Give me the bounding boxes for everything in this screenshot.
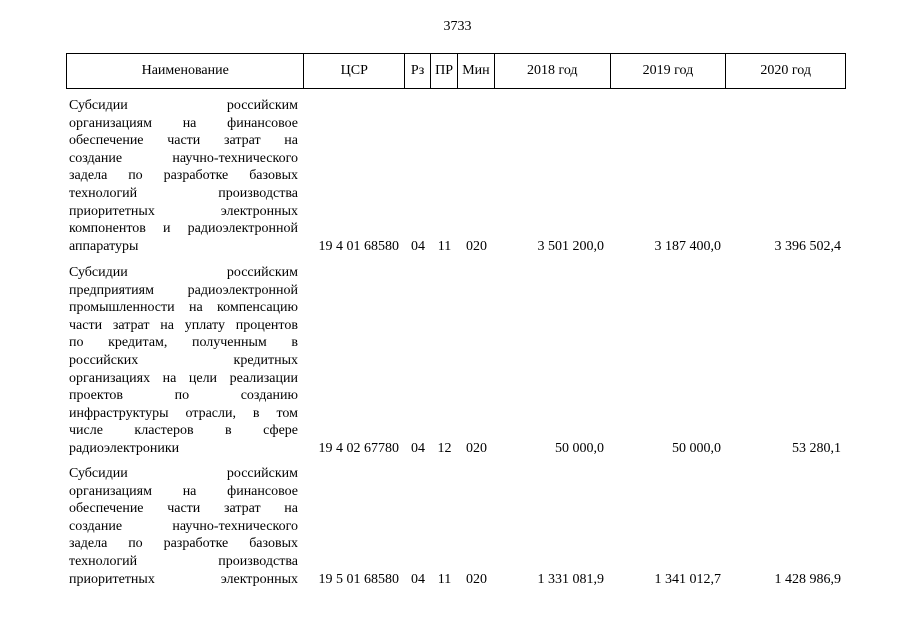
name-word: финансовое [227,115,298,131]
name-word: аппаратуры [69,238,139,254]
header-2020: 2020 год [760,63,811,78]
name-line [69,352,298,370]
name-line [69,405,298,423]
name-word: части [167,133,201,149]
row-csr: 19 4 01 68580 [318,238,399,254]
name-word: приоритетных [69,571,155,587]
row-2019: 50 000,0 [672,440,721,456]
row-rz: 04 [411,440,425,456]
name-word: в [252,405,260,421]
name-word: Субсидии [69,265,128,280]
header-min: Мин [458,54,495,88]
name-word: базовых [249,536,298,552]
name-word: компонентов [69,221,146,237]
row-2020: 3 396 502,4 [774,238,841,254]
name-word: на [162,370,177,386]
name-word: радиоэлектронной [187,282,298,298]
name-line [69,203,298,221]
name-word: задела [69,168,108,184]
name-word: российских [69,352,139,368]
name-line [69,334,298,352]
row-2019: 1 341 012,7 [654,571,721,587]
name-word: технологий [69,553,138,569]
name-line [69,220,298,238]
name-word: по [128,168,143,184]
row-2018: 50 000,0 [555,440,604,456]
row-2020: 53 280,1 [792,440,841,456]
name-line [69,370,298,388]
name-word: производства [218,185,298,201]
name-word: разработке [163,536,229,552]
name-line [69,553,298,571]
name-word: приоритетных [69,203,155,219]
name-line [69,571,298,589]
name-word: на [188,300,203,316]
row-csr: 19 5 01 68580 [318,571,399,587]
name-line [69,440,298,458]
name-word: промышленности [69,300,175,316]
name-word: создание [69,150,123,166]
name-word: затрат [223,133,261,149]
row-pr: 11 [437,238,452,254]
name-line [69,97,298,115]
name-word: числе [69,423,103,439]
name-word: на [284,501,298,517]
row-min: 020 [466,238,487,254]
name-word: организациям [69,483,152,499]
name-line [69,317,298,335]
name-line [69,299,298,317]
name-word: по [128,536,143,552]
row-rz: 04 [411,571,425,587]
name-line [69,500,298,518]
name-word: по [174,388,190,404]
row-2019: 3 187 400,0 [654,238,721,254]
table-row [66,465,846,588]
name-word: предприятиям [69,282,154,298]
name-line [69,535,298,553]
name-word: отрасли, [185,405,236,421]
table-header [66,53,846,89]
name-word: научно-технического [172,150,298,166]
name-word: электронных [220,203,298,219]
name-line [69,387,298,405]
name-word: финансовое [227,483,298,499]
name-word: научно-технического [172,518,298,534]
row-2020: 1 428 986,9 [774,571,841,587]
row-rz: 04 [411,238,425,254]
row-pr: 12 [437,440,452,456]
header-name: Наименование [67,54,304,88]
name-line [69,167,298,185]
header-2018: 2018 год [495,54,611,88]
name-word: уплату [184,317,225,333]
name-word: организациях [69,370,151,386]
table-row [66,264,846,458]
name-word: российским [226,265,298,280]
name-word: созданию [240,388,298,404]
name-word: на [182,483,197,499]
name-word: Субсидии [69,98,128,113]
name-word: на [284,133,298,149]
name-word: части [167,501,201,517]
name-word: производства [218,553,298,569]
name-word: задела [69,536,108,552]
name-line [69,238,298,256]
row-pr: 11 [437,571,452,587]
row-name [66,97,304,255]
name-word: в [291,335,298,351]
name-word: радиоэлектронной [187,221,298,237]
name-word: сфере [263,423,298,439]
name-word: электронных [220,571,298,587]
name-word: том [276,405,298,421]
header-rz: Рз [405,54,431,88]
name-line [69,465,298,483]
name-word: реализации [229,370,298,386]
name-word: обеспечение [69,133,144,149]
name-word: в [225,423,232,439]
row-2018: 3 501 200,0 [537,238,604,254]
name-word: технологий [69,185,138,201]
name-line [69,185,298,203]
name-word: базовых [249,168,298,184]
name-word: Субсидии [69,466,128,481]
name-word: проектов [69,388,124,404]
row-name [66,264,304,458]
name-word: кредитам, [108,335,168,351]
row-min: 020 [466,440,487,456]
name-word: радиоэлектроники [69,440,180,456]
name-word: части [69,317,103,333]
name-word: организациям [69,115,152,131]
name-word: по [69,335,84,351]
header-csr: ЦСР [304,54,405,88]
name-word: затрат [223,501,261,517]
name-word: разработке [163,168,229,184]
name-word: цели [188,370,218,386]
name-word: российским [226,98,298,113]
name-word: кредитных [233,352,298,368]
name-line [69,132,298,150]
table-row [66,97,846,255]
name-line [69,518,298,536]
name-word: и [163,221,171,237]
name-line [69,483,298,501]
row-name [66,465,304,588]
name-word: обеспечение [69,501,144,517]
name-word: полученным [191,335,267,351]
name-line [69,150,298,168]
name-word: процентов [235,317,298,333]
name-line [69,422,298,440]
header-pr: ПР [431,54,458,88]
name-word: российским [226,466,298,481]
name-line [69,264,298,282]
name-word: кластеров [134,423,194,439]
row-csr: 19 4 02 67780 [318,440,399,456]
name-line [69,115,298,133]
header-2019: 2019 год [611,54,727,88]
row-2018: 1 331 081,9 [537,571,604,587]
name-word: на [182,115,197,131]
name-word: компенсацию [217,300,298,316]
page-number: 3733 [443,19,472,34]
name-word: создание [69,518,123,534]
row-min: 020 [466,571,487,587]
name-word: на [160,317,174,333]
name-word: затрат [112,317,150,333]
name-line [69,282,298,300]
name-word: инфраструктуры [69,405,169,421]
